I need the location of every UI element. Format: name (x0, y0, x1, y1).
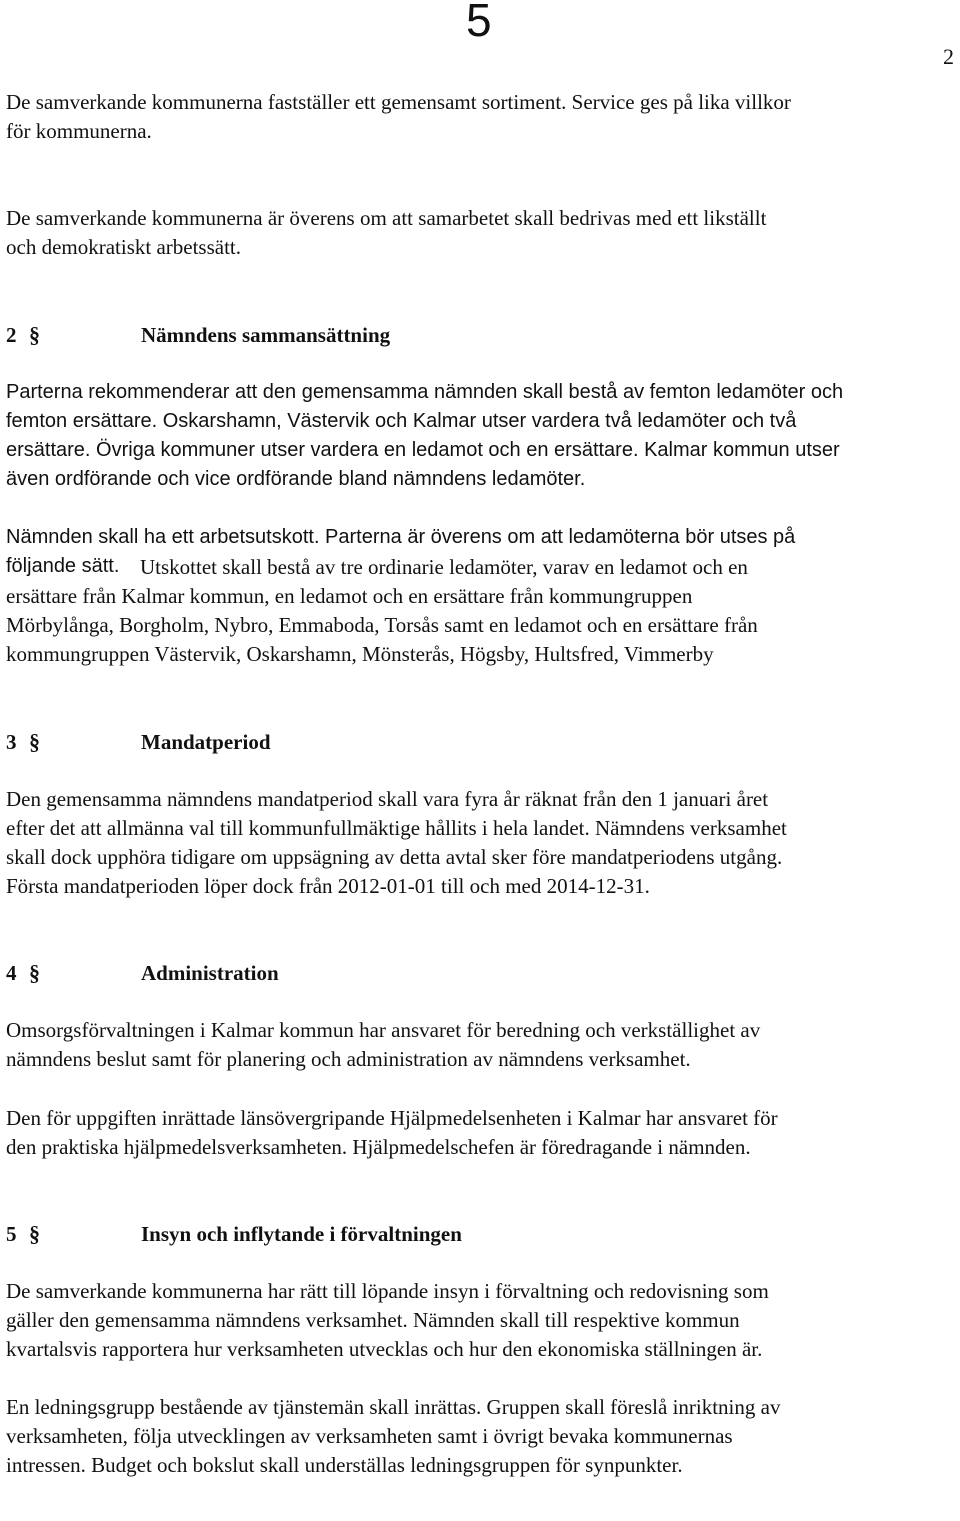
section-title: Administration (141, 961, 279, 985)
section-sign-icon (28, 729, 42, 763)
section-paragraph: Den gemensamma nämndens mandatperiod skall vara fyra år räknat från den 1 januari året efter det att allmänna val till kommunfullmäktige hållits i hela landet. Nämndens verksamhet skall dock upphöra tidigare om uppsägning av detta avtal sker före mandatperiodens utgång. Första mandatperioden löper dock från 2012-01-01 till och med 2014-12-31. (6, 787, 787, 898)
section-title: Mandatperiod (141, 730, 271, 754)
section-paragraph: Parterna rekommenderar att den gemensamma nämnden skall bestå av femton ledamöter och femton ersättare. Oskarshamn, Västervik och Kalmar utser vardera två ledamöter och två ersättare. Övriga kommuner utser vardera en ledamot och en ersättare. Kalmar kommun utser även ordförande och vice ordförande bland nämndens ledamöter. (6, 381, 844, 490)
section-sign-icon (28, 960, 42, 994)
section-paragraph: Utskottet skall bestå av tre ordinarie ledamöter, varav en ledamot och en ersättare från Kalmar kommun, en ledamot och en ersättare från kommungruppen Mörbylånga, Borgholm, Nybro, Emmaboda, Torsås samt en ledamot och en ersättare från kommungruppen Västervik, Oskarshamn, Mönsterås, Högsby, Hultsfred, Vimmerby (6, 555, 758, 666)
section-title: Insyn och inflytande i förvaltningen (141, 1222, 462, 1246)
section-title: Nämndens sammansättning (141, 323, 391, 347)
section-sign-icon (28, 1221, 42, 1255)
section-paragraph: Omsorgsförvaltningen i Kalmar kommun har ansvaret för beredning och verkställighet av nämndens beslut samt för planering och administration av nämndens verksamhet. (6, 1018, 761, 1071)
svg-text:§: § (29, 1221, 40, 1246)
intro-paragraph: De samverkande kommunerna är överens om att samarbetet skall bedrivas med ett likställt och demokratiskt arbetssätt. (6, 206, 767, 259)
section-paragraph: Den för uppgiften inrättade länsövergripande Hjälpmedelsenheten i Kalmar har ansvaret för den praktiska hjälpmedelsverksamheten. Hjälpmedelschefen är föredragande i nämnden. (6, 1106, 778, 1159)
page-number: 2 (943, 44, 954, 69)
svg-text:§: § (29, 729, 40, 754)
section-number: 5 (6, 1222, 17, 1246)
section-paragraph: Nämnden skall ha ett arbetsutskott. Parterna är överens om att ledamöterna bör utses på följande sätt. (6, 526, 796, 577)
section-paragraph: En ledningsgrupp bestående av tjänstemän skall inrättas. Gruppen skall föreslå inriktning av verksamheten, följa utvecklingen av verksamheten samt i övrigt bevaka kommunernas intressen. Budget och bokslut skall underställas ledningsgruppen för synpunkter. (6, 1395, 781, 1477)
section-sign-icon (28, 322, 42, 356)
section-number: 4 (6, 961, 17, 985)
svg-text:§: § (29, 960, 40, 985)
section-paragraph: De samverkande kommunerna har rätt till löpande insyn i förvaltning och redovisning som gäller den gemensamma nämndens verksamhet. Nämnden skall till respektive kommun kvartalsvis rapportera hur verksamheten utvecklas och hur den ekonomiska ställningen är. (6, 1279, 769, 1361)
section-number: 2 (6, 323, 17, 347)
document-top-number: 5 (466, 0, 492, 46)
svg-text:§: § (29, 322, 40, 347)
intro-paragraph: De samverkande kommunerna fastställer ett gemensamt sortiment. Service ges på lika villkor för kommunerna. (6, 90, 791, 143)
section-number: 3 (6, 730, 17, 754)
